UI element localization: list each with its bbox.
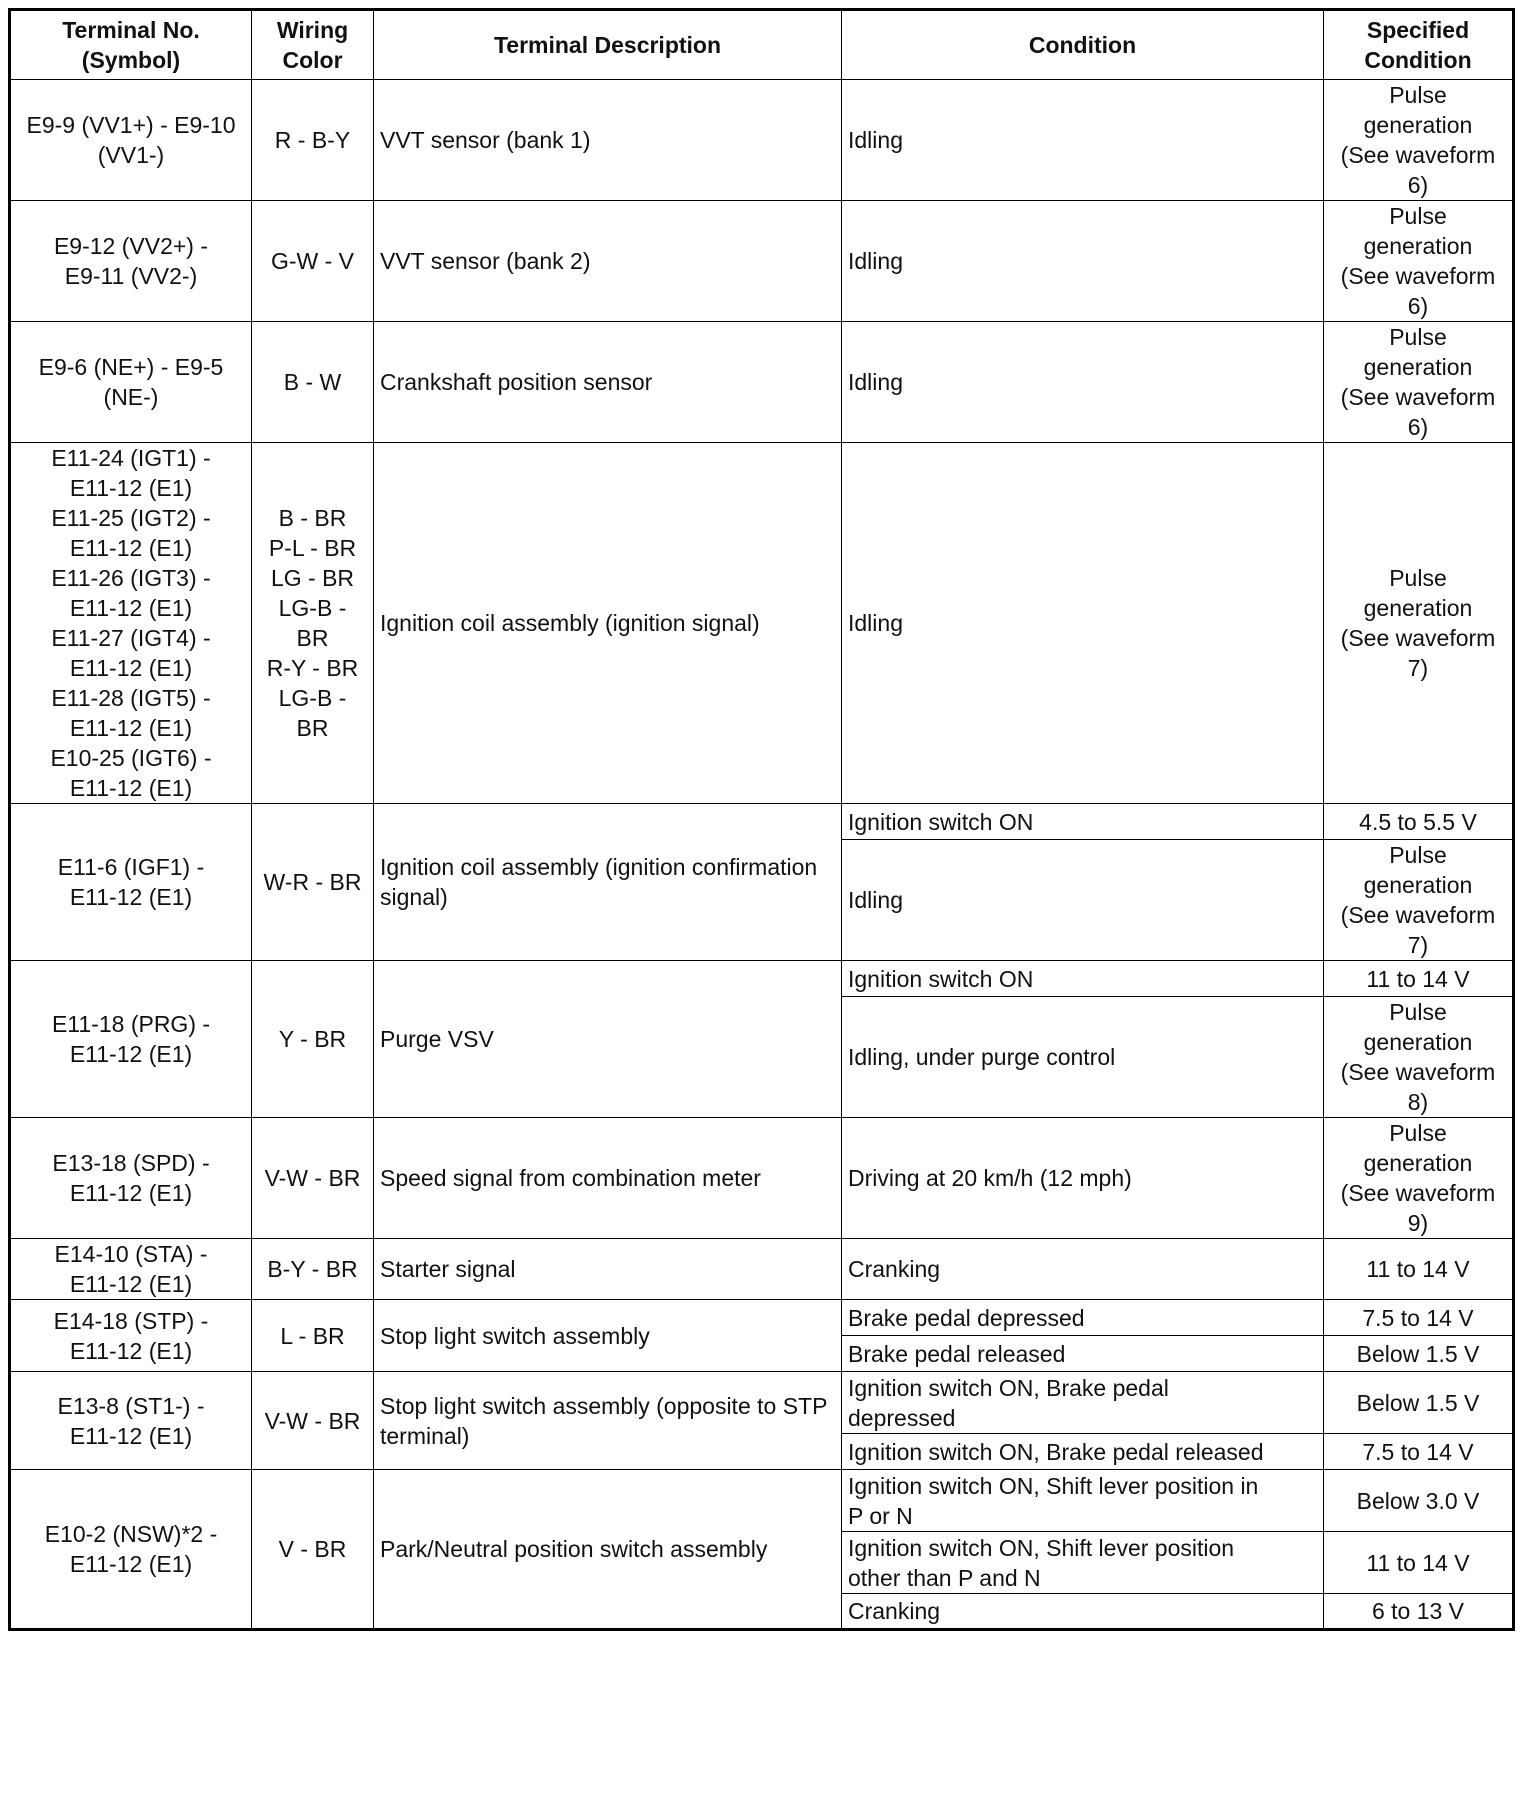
description-cell: Starter signal (374, 1239, 842, 1300)
description-cell: Park/Neutral position switch assembly (374, 1470, 842, 1630)
condition-cell: Idling (842, 443, 1324, 804)
terminal-cell: E14-10 (STA) - E11-12 (E1) (10, 1239, 252, 1300)
spec-cell: Below 1.5 V (1324, 1372, 1514, 1434)
spec-cell: Pulse generation (See waveform 7) (1324, 840, 1514, 961)
wiring-cell: R - B-Y (252, 80, 374, 201)
table-row (10, 80, 1514, 201)
terminal-table (8, 8, 1515, 1631)
spec-cell: 11 to 14 V (1324, 1239, 1514, 1300)
description-cell: Ignition coil assembly (ignition signal) (374, 443, 842, 804)
spec-cell: Pulse generation (See waveform 8) (1324, 997, 1514, 1118)
wiring-cell: G-W - V (252, 201, 374, 322)
header-row (10, 10, 1514, 80)
table-row (10, 1372, 1514, 1434)
spec-cell: Pulse generation (See waveform 6) (1324, 322, 1514, 443)
description-cell: Ignition coil assembly (ignition confirmation signal) (374, 804, 842, 961)
spec-cell: Pulse generation (See waveform 7) (1324, 443, 1514, 804)
table-row (10, 804, 1514, 840)
terminal-cell: E11-24 (IGT1) - E11-12 (E1) E11-25 (IGT2) - E11-12 (E1) E11-26 (IGT3) - E11-12 (E1) E11-27 (IGT4) - E11-12 (E1) E11-28 (IGT5) - E11-12 (E1) E10-25 (IGT6) - E11-12 (E1) (10, 443, 252, 804)
table-row (10, 1470, 1514, 1532)
terminal-table-container (8, 8, 1512, 1631)
terminal-cell: E11-6 (IGF1) - E11-12 (E1) (10, 804, 252, 961)
spec-cell: Below 3.0 V (1324, 1470, 1514, 1532)
terminal-cell: E9-6 (NE+) - E9-5 (NE-) (10, 322, 252, 443)
wiring-cell: V - BR (252, 1470, 374, 1630)
spec-cell: Pulse generation (See waveform 6) (1324, 80, 1514, 201)
terminal-cell: E11-18 (PRG) - E11-12 (E1) (10, 961, 252, 1118)
description-cell: Purge VSV (374, 961, 842, 1118)
wiring-cell: V-W - BR (252, 1372, 374, 1470)
table-row (10, 322, 1514, 443)
condition-cell: Ignition switch ON (842, 961, 1324, 997)
condition-cell: Cranking (842, 1239, 1324, 1300)
spec-cell: 11 to 14 V (1324, 1532, 1514, 1594)
condition-cell: Ignition switch ON, Brake pedal depressed (842, 1372, 1324, 1434)
wiring-cell: B - BR P-L - BR LG - BR LG-B - BR R-Y - BR LG-B - BR (252, 443, 374, 804)
description-cell: Crankshaft position sensor (374, 322, 842, 443)
table-row (10, 1300, 1514, 1336)
condition-cell: Driving at 20 km/h (12 mph) (842, 1118, 1324, 1239)
description-cell: VVT sensor (bank 2) (374, 201, 842, 322)
description-cell: VVT sensor (bank 1) (374, 80, 842, 201)
terminal-cell: E10-2 (NSW)*2 - E11-12 (E1) (10, 1470, 252, 1630)
spec-cell: 6 to 13 V (1324, 1594, 1514, 1630)
spec-cell: Below 1.5 V (1324, 1336, 1514, 1372)
spec-cell: 7.5 to 14 V (1324, 1434, 1514, 1470)
terminal-cell: E13-18 (SPD) - E11-12 (E1) (10, 1118, 252, 1239)
condition-cell: Ignition switch ON (842, 804, 1324, 840)
condition-cell: Cranking (842, 1594, 1324, 1630)
condition-cell: Idling (842, 80, 1324, 201)
header-wiring: Wiring Color (252, 10, 374, 80)
header-condition: Condition (842, 10, 1324, 80)
condition-cell: Ignition switch ON, Shift lever position other than P and N (842, 1532, 1324, 1594)
wiring-cell: V-W - BR (252, 1118, 374, 1239)
spec-cell: 4.5 to 5.5 V (1324, 804, 1514, 840)
terminal-cell: E9-12 (VV2+) - E9-11 (VV2-) (10, 201, 252, 322)
wiring-cell: W-R - BR (252, 804, 374, 961)
condition-cell: Ignition switch ON, Brake pedal released (842, 1434, 1324, 1470)
condition-cell: Idling (842, 322, 1324, 443)
description-cell: Stop light switch assembly (374, 1300, 842, 1372)
condition-cell: Idling (842, 201, 1324, 322)
header-terminal: Terminal No. (Symbol) (10, 10, 252, 80)
description-cell: Stop light switch assembly (opposite to STP terminal) (374, 1372, 842, 1470)
spec-cell: Pulse generation (See waveform 6) (1324, 201, 1514, 322)
wiring-cell: B - W (252, 322, 374, 443)
condition-cell: Idling, under purge control (842, 997, 1324, 1118)
table-row (10, 443, 1514, 804)
wiring-cell: Y - BR (252, 961, 374, 1118)
description-cell: Speed signal from combination meter (374, 1118, 842, 1239)
terminal-cell: E9-9 (VV1+) - E9-10 (VV1-) (10, 80, 252, 201)
condition-cell: Brake pedal released (842, 1336, 1324, 1372)
condition-cell: Idling (842, 840, 1324, 961)
terminal-cell: E14-18 (STP) - E11-12 (E1) (10, 1300, 252, 1372)
header-description: Terminal Description (374, 10, 842, 80)
table-row (10, 1118, 1514, 1239)
table-row (10, 961, 1514, 997)
wiring-cell: L - BR (252, 1300, 374, 1372)
header-specified: Specified Condition (1324, 10, 1514, 80)
table-row (10, 201, 1514, 322)
condition-cell: Ignition switch ON, Shift lever position in P or N (842, 1470, 1324, 1532)
spec-cell: 11 to 14 V (1324, 961, 1514, 997)
wiring-cell: B-Y - BR (252, 1239, 374, 1300)
spec-cell: Pulse generation (See waveform 9) (1324, 1118, 1514, 1239)
condition-cell: Brake pedal depressed (842, 1300, 1324, 1336)
terminal-cell: E13-8 (ST1-) - E11-12 (E1) (10, 1372, 252, 1470)
spec-cell: 7.5 to 14 V (1324, 1300, 1514, 1336)
table-body (10, 80, 1514, 1630)
table-row (10, 1239, 1514, 1300)
